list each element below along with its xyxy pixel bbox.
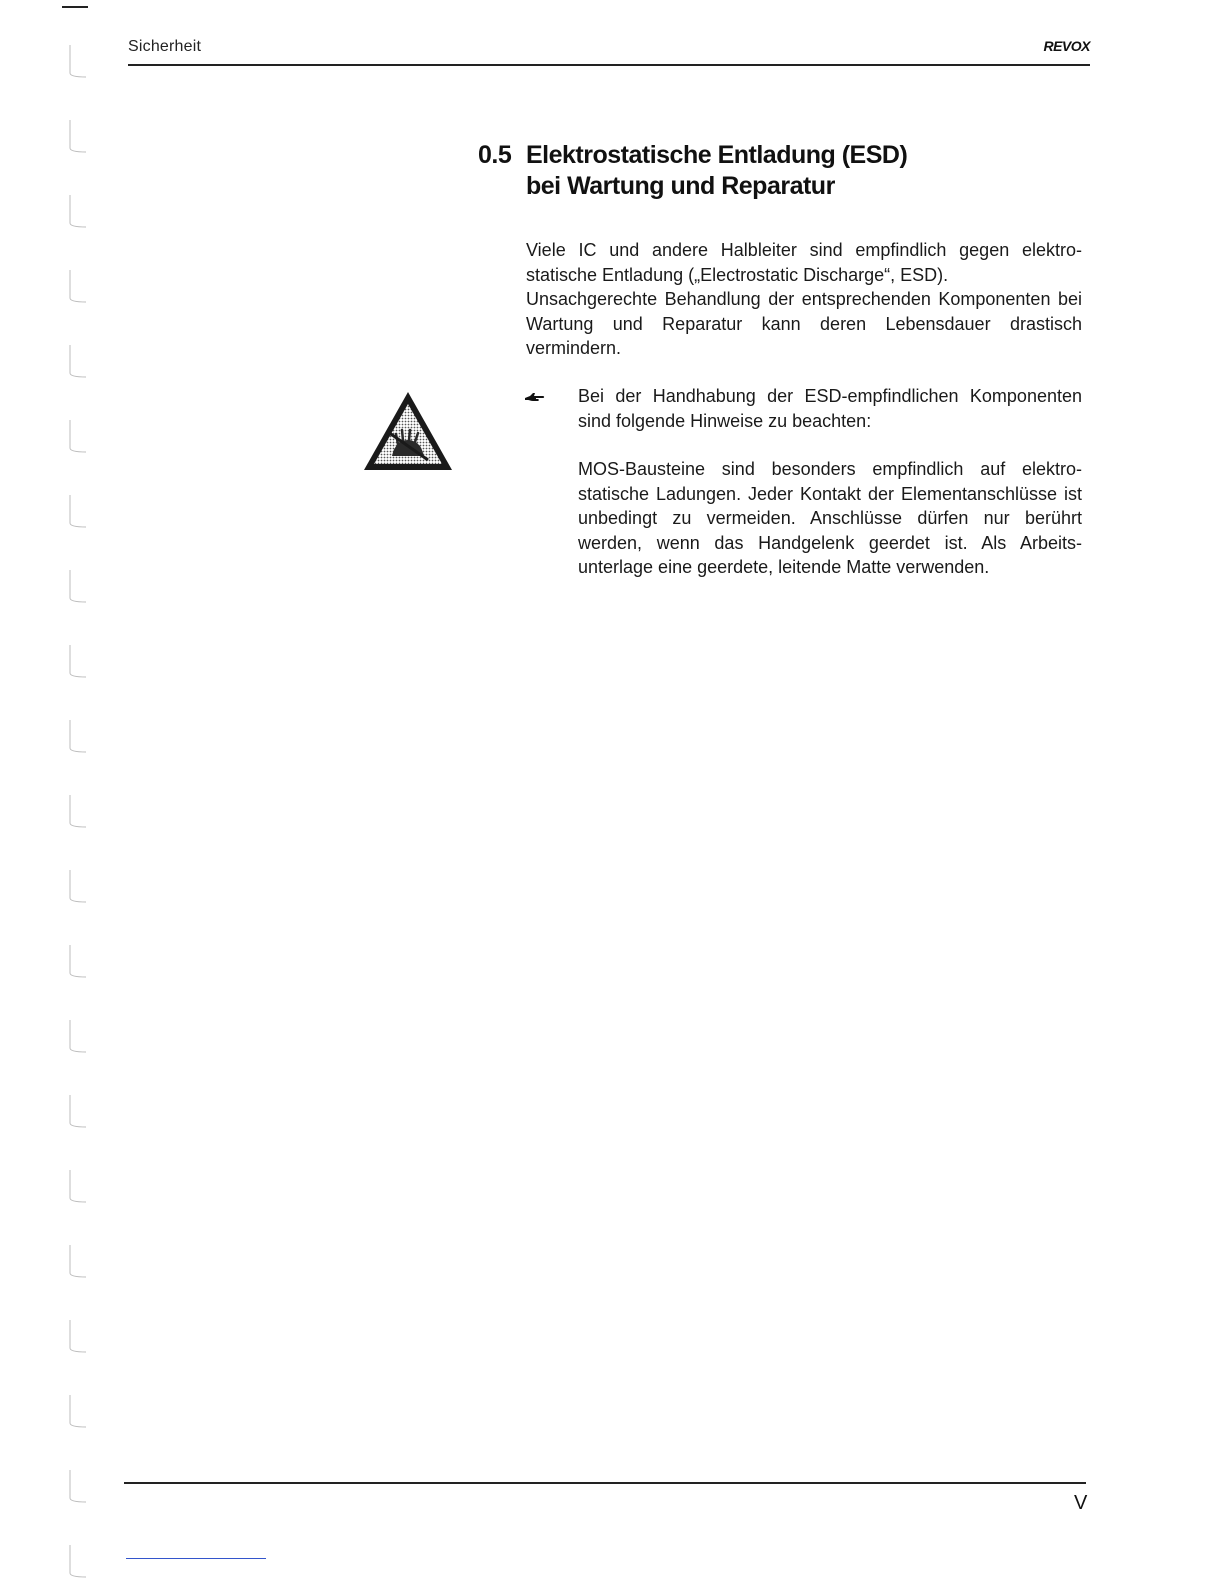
binder-hole-mark (70, 270, 86, 302)
binder-hole-mark (70, 1095, 86, 1127)
header-rule (128, 64, 1090, 66)
binder-hole-mark (70, 45, 86, 77)
intro-text (526, 238, 1082, 361)
binder-hole-mark (70, 645, 86, 677)
binder-hole-mark (70, 720, 86, 752)
page-number: V (1074, 1492, 1088, 1514)
bottom-link-underline (126, 1558, 266, 1559)
binder-hole-mark (70, 1470, 86, 1502)
binder-hole-mark (70, 570, 86, 602)
binder-hole-mark (70, 945, 86, 977)
section-heading (478, 140, 1098, 202)
binder-hole-mark (70, 1395, 86, 1427)
footer-rule (124, 1482, 1086, 1484)
binder-hole-mark (70, 420, 86, 452)
esd-warning-triangle-icon (362, 390, 454, 472)
binder-hole-mark (70, 1545, 86, 1577)
section-number: 0.5 (478, 141, 512, 169)
binder-hole-mark (70, 345, 86, 377)
intro-paragraph-1: Viele IC und andere Halbleiter sind empfindlich gegen elektrostatische Entladung („Electrostatic Discharge“, ESD). (526, 240, 1082, 285)
binder-hole-mark (70, 495, 86, 527)
binder-hole-mark (70, 1320, 86, 1352)
revox-logo: REVOX (1043, 38, 1090, 54)
binder-hole-mark (70, 1170, 86, 1202)
binder-hole-mark (70, 795, 86, 827)
section-title-line1: Elektrostatische Entladung (ESD) (526, 141, 908, 169)
binder-hole-mark (70, 1020, 86, 1052)
intro-paragraph-2: Unsachgerechte Behandlung der entsprechenden Komponenten bei Wartung und Reparatur kann deren Lebensdauer drastisch vermindern. (526, 289, 1082, 358)
section-title-line2: bei Wartung und Reparatur (526, 172, 835, 200)
esd-note (578, 384, 1082, 580)
note-paragraph-2: MOS-Bausteine sind besonders empfindlich auf elektrostatische Ladungen. Jeder Kontakt der Elementanschlüsse ist unbedingt zu vermeiden. Anschlüsse dürfen nur berührt werden, wenn das Handgelenk geerdet ist. Als Arbeitsunterlage eine geerdete, leitende Matte verwenden. (578, 459, 1082, 577)
binder-hole-mark (70, 1245, 86, 1277)
binder-hole-mark (70, 870, 86, 902)
note-paragraph-1: Bei der Handhabung der ESD-empfindlichen Komponenten sind folgende Hinweise zu beachten: (578, 386, 1082, 431)
pointing-hand-icon (524, 390, 546, 406)
binder-hole-mark (70, 120, 86, 152)
binder-hole-marks (0, 0, 100, 1584)
binder-hole-mark (70, 195, 86, 227)
header-section-title: Sicherheit (128, 38, 202, 55)
